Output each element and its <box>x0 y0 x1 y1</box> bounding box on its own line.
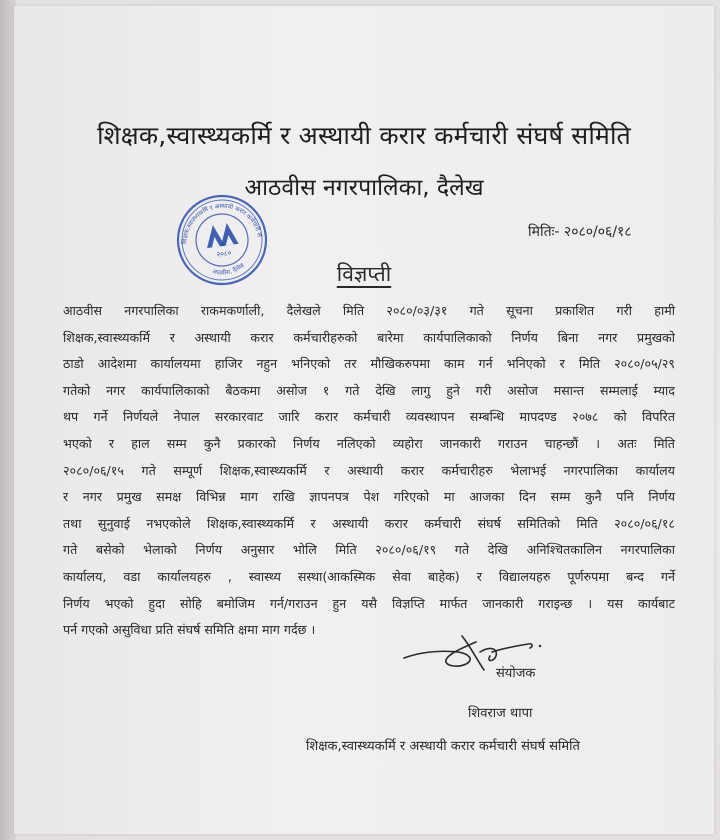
seal-year: २०८० <box>216 248 232 259</box>
body-line: थप गर्ने निर्णयले नेपाल सरकारवाट जारि करार कर्मचारी व्यवस्थापन सम्बन्धि मापदण्ड २०७८ को विपरित <box>63 409 675 425</box>
signatory-role: संयोजक <box>496 666 536 681</box>
body-line: तथा सुनुवाई नभएकोले शिक्षक,स्वास्थ्यकर्मि र अस्थायी करार कर्मचारी संघर्ष समितिको मिति २०८०/०६/१८ <box>63 515 675 531</box>
body-line: आठवीस नगरपालिका राकमकर्णाली, दैलेखले मिति २०८०/०३/३१ गते सूचना प्रकाशित गरी हामी <box>63 303 675 318</box>
body-line: शिक्षक,स्वास्थ्यकर्मि र अस्थायी करार कर्मचारीहरुको बारेमा कार्यपालिकाको निर्णय बिना नगर प्रमुखको <box>63 329 675 345</box>
handwritten-signature <box>400 628 560 678</box>
signature-scribble <box>400 628 560 678</box>
body-line: कार्यालय, वडा कार्यालयहरु , स्वास्थ्य सस्था(आकस्मिक सेवा बाहेक) र विद्यालयहरु पूर्णरुपमा बन्द गर्ने <box>63 568 675 584</box>
body-line: २०८०/०६/१५ गते सम्पूर्ण शिक्षक,स्वास्थ्यकर्मि र अस्थायी करार कर्मचारीहरु भेलाभई नगरपालिका कार्यालय <box>63 462 675 478</box>
body-line-last: पर्न गएको असुविधा प्रति संघर्ष समिति क्षमा माग गर्दछ । <box>63 622 316 638</box>
notice-date: मितिः- २०८०/०६/१८ <box>528 224 632 240</box>
body-line: गतेको नगर कार्यपालिकाको बैठकमा असोज १ गते देखि लागु हुने गरी असोज मसान्त सम्मलाई म्याद <box>63 382 675 398</box>
signatory-organization: शिक्षक,स्वास्थ्यकर्मि र अस्थायी करार कर्मचारी संघर्ष समिति <box>306 739 580 754</box>
body-line: र नगर प्रमुख समक्ष विभिन्न माग राखि ज्ञापनपत्र पेश गरिएको मा आजका दिन सम्म कुनै पनि निर्णय <box>63 489 675 505</box>
body-line: निर्णय भएको हुदा सोहि बमोजिम गर्न/गराउन हुन यसै विज्ञप्ति मार्फत जानकारी गराइन्छ । यस कार्यबाट <box>63 595 675 611</box>
notice-heading: विज्ञप्ती <box>336 262 392 286</box>
notice-body <box>63 298 675 644</box>
body-line: ठाडो आदेशमा कार्यालयमा हाजिर नहुन भनिएको तर मौखिकरुपमा काम गर्न भनिएको र मिति २०८०/०५/२९ <box>63 356 675 372</box>
body-line: भएको र हाल सम्म कुनै प्रकारको निर्णय नलिएको व्यहोरा जानकारी गराउन चाहन्छौं । अतः मिति <box>63 435 675 451</box>
document-subtitle: आठवीस नगरपालिका, दैलेख <box>244 175 484 201</box>
body-line: गते बसेको भेलाको निर्णय अनुसार भोलि मिति २०८०/०६/१९ गते देखि अनिश्चितकालिन नगरपालिका <box>63 542 675 558</box>
seal-bottom-text: आठवीस, दैलेख <box>211 261 246 277</box>
signatory-name: शिवराज थापा <box>468 706 533 721</box>
seal-ring-text: शिक्षक,स्वास्थ्यकर्मि र अस्थायी करार कर्मचारी संघर्ष <box>181 202 263 245</box>
document-title: शिक्षक,स्वास्थ्यकर्मि र अस्थायी करार कर्मचारी संघर्ष समिति <box>97 121 631 150</box>
